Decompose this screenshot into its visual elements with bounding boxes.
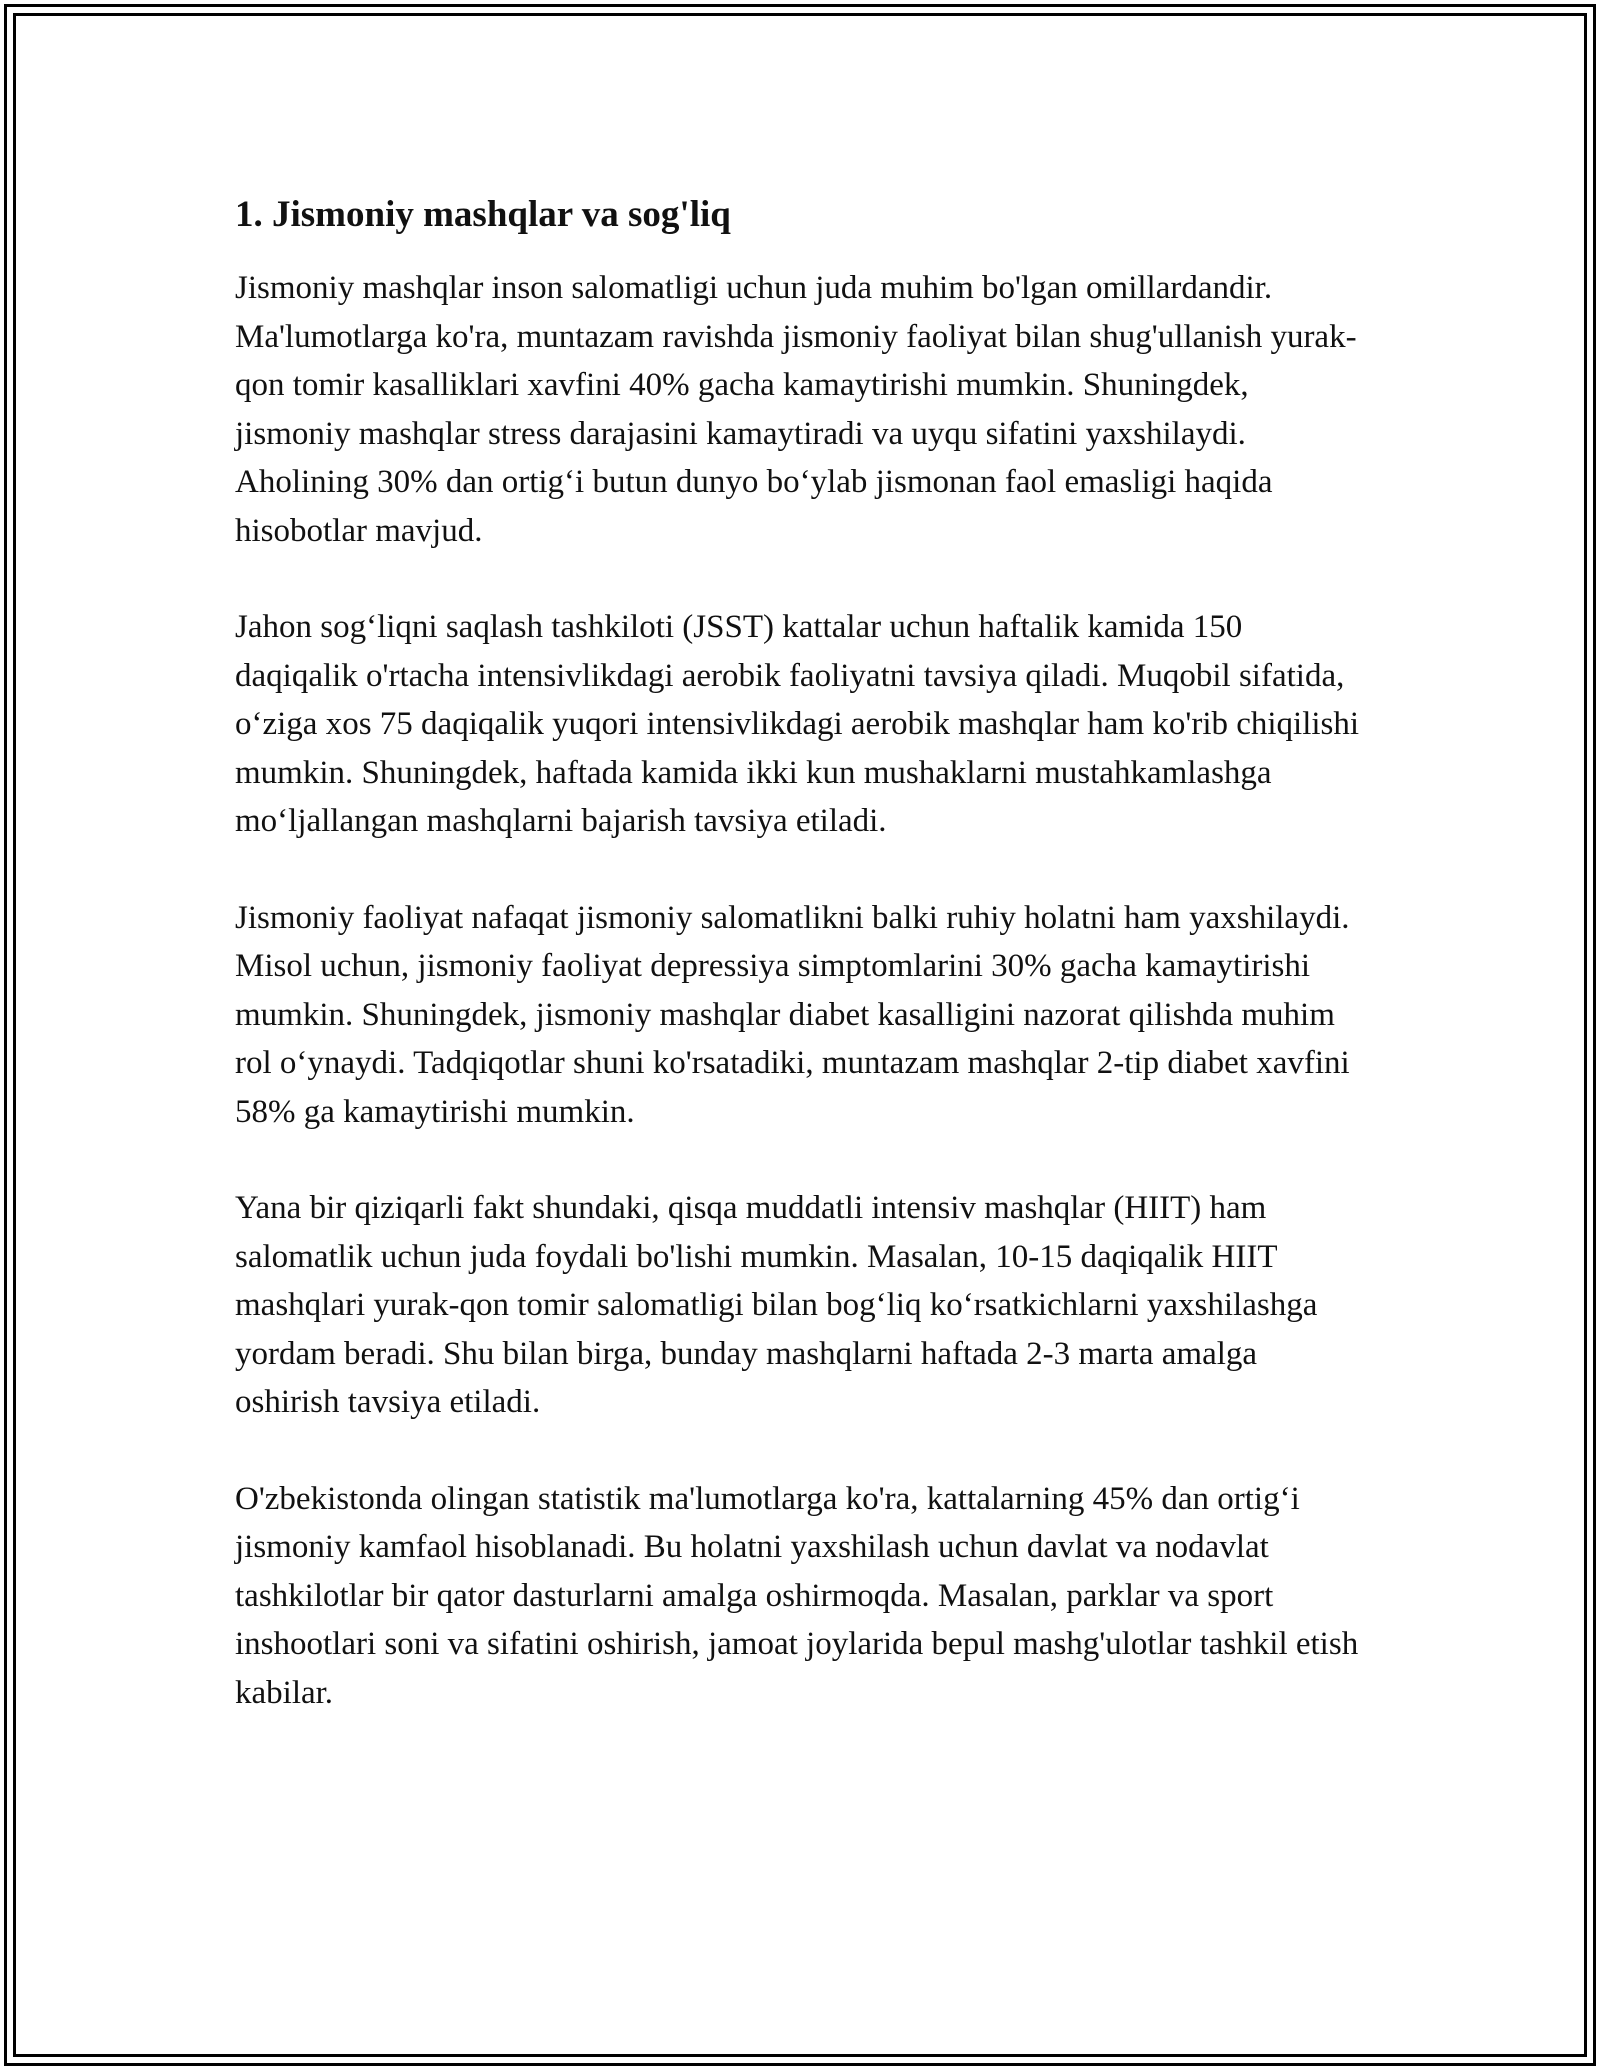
section-heading: 1. Jismoniy mashqlar va sog'liq — [235, 194, 731, 235]
paragraph-mental-health: Jismoniy faoliyat nafaqat jismoniy salomatlikni balki ruhiy holatni ham yaxshilaydi. Misol uchun, jismoniy faoliyat depressiya simptomlarini 30% gacha kamaytirishi mumkin. Shuningdek, jismoniy mashqlar diabet kasalligini nazorat qilishda muhim rol o‘ynaydi. Tadqiqotlar shuni ko'rsatadiki, muntazam mashqlar 2-tip diabet xavfini 58% ga kamaytirishi mumkin. — [235, 899, 1350, 1130]
paragraph-who-recommendations: Jahon sog‘liqni saqlash tashkiloti (JSST) kattalar uchun haftalik kamida 150 daqiqalik o'rtacha intensivlikdagi aerobik faoliyatni tavsiya qiladi. Muqobil sifatida, o‘ziga xos 75 daqiqalik yuqori intensivlikdagi aerobik mashqlar ham ko'rib chiqilishi mumkin. Shuningdek, haftada kamida ikki kun mushaklarni mustahkamlashga mo‘ljallangan mashqlarni bajarish tavsiya etiladi. — [235, 609, 1360, 839]
paragraph-hiit: Yana bir qiziqarli fakt shundaki, qisqa muddatli intensiv mashqlar (HIIT) ham salomatlik uchun juda foydali bo'lishi mumkin. Masalan, 10-15 daqiqalik HIIT mashqlari yurak-qon tomir salomatligi bilan bog‘liq ko‘rsatkichlarni yaxshilashga yordam beradi. Shu bilan birga, bunday mashqlarni haftada 2-3 marta amalga oshirish tavsiya etiladi. — [235, 1190, 1318, 1420]
paragraph-uzbekistan-statistics: O'zbekistonda olingan statistik ma'lumotlarga ko'ra, kattalarning 45% dan ortig‘i jismoniy kamfaol hisoblanadi. Bu holatni yaxshilash uchun davlat va nodavlat tashkilotlar bir qator dasturlarni amalga oshirmoqda. Masalan, parklar va sport inshootlari soni va sifatini oshirish, jamoat joylarida bepul mashg'ulotlar tashkil etish kabilar. — [235, 1480, 1359, 1711]
paragraph-exercise-health: Jismoniy mashqlar inson salomatligi uchun juda muhim bo'lgan omillardandir. Ma'lumotlarga ko'ra, muntazam ravishda jismoniy faoliyat bilan shug'ullanish yurak-qon tomir kasalliklari xavfini 40% gacha kamaytirishi mumkin. Shuningdek, jismoniy mashqlar stress darajasini kamaytiradi va uyqu sifatini yaxshilaydi. Aholining 30% dan ortig‘i butun dunyo bo‘ylab jismonan faol emasligi haqida hisobotlar mavjud. — [235, 270, 1357, 549]
document-body — [235, 188, 1365, 1765]
